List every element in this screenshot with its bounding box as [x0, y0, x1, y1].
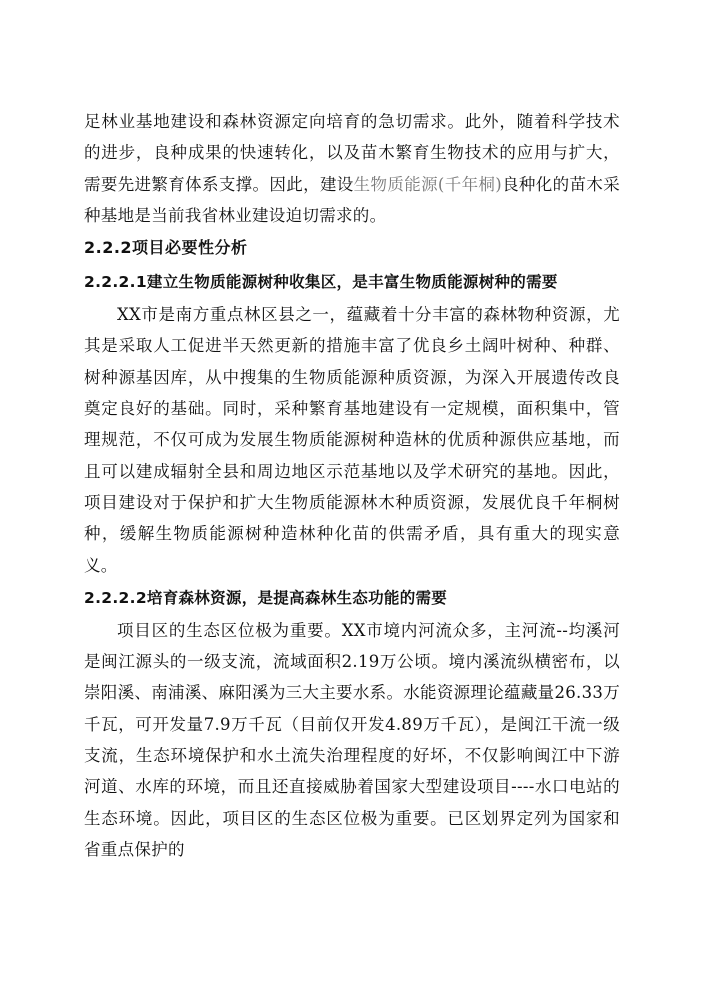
body-2-2-2-2: 项目区的生态区位极为重要。XX市境内河流众多，主河流--均溪河是闽江源头的一级支流，流域面积2.19万公顷。境内溪流纵横密布，以崇阳溪、南浦溪、麻阳溪为三大主要水系。水能资源理论蕴藏量26.33万千瓦，可开发量7.9万千瓦（目前仅开发4.89万千瓦），是闽江干流一级支流，生态环境保护和水土流失治理程度的好坏，不仅影响闽江中下游河道、水库的环境，而且还直接威胁着国家大型建设项目----水口电站的生态环境。因此，项目区的生态区位极为重要。已区划界定列为国家和省重点保护的 — [84, 620, 620, 859]
heading-2-2-2-2: 2.2.2.2培育森林资源，是提高森林生态功能的需要 — [84, 588, 448, 607]
heading-2-2-2: 2.2.2项目必要性分析 — [84, 238, 248, 258]
intro-paragraph — [84, 106, 620, 231]
intro-text-part1: 足林业基地建设和森林资源定向培育的急切需求。此外，随着科学技术的进步，良种成果的快速转化，以及苗木繁育生物技术的应用与扩大，需要先进繁育体系支撑。因此，建设 — [84, 112, 620, 194]
heading-2-2-2-1: 2.2.2.1建立生物质能源树种收集区，是丰富生物质能源树种的需要 — [84, 273, 558, 292]
body-2-2-2-1: XX市是南方重点林区县之一，蕴藏着十分丰富的森林物种资源，尤其是采取人工促进半天然更新的措施丰富了优良乡土阔叶树种、种群、树种源基因库，从中搜集的生物质能源种质资源，为深入开展遗传改良奠定良好的基础。同时，采种繁育基地建设有一定规模，面积集中，管理规范，不仅可成为发展生物质能源树种造林的优质种源供应基地，而且可以建成辐射全县和周边地区示范基地以及学术研究的基地。因此，项目建设对于保护和扩大生物质能源林木种质资源，发展优良千年桐树种，缓解生物质能源树种造林种化苗的供需矛盾，具有重大的现实意义。 — [84, 305, 620, 575]
document-page — [84, 106, 620, 865]
intro-highlight: 生物质能源(千年桐) — [353, 174, 503, 194]
intro-text-part2: 良种化的苗木采种基地是当前我省林业建设迫切需求的。 — [84, 174, 620, 225]
